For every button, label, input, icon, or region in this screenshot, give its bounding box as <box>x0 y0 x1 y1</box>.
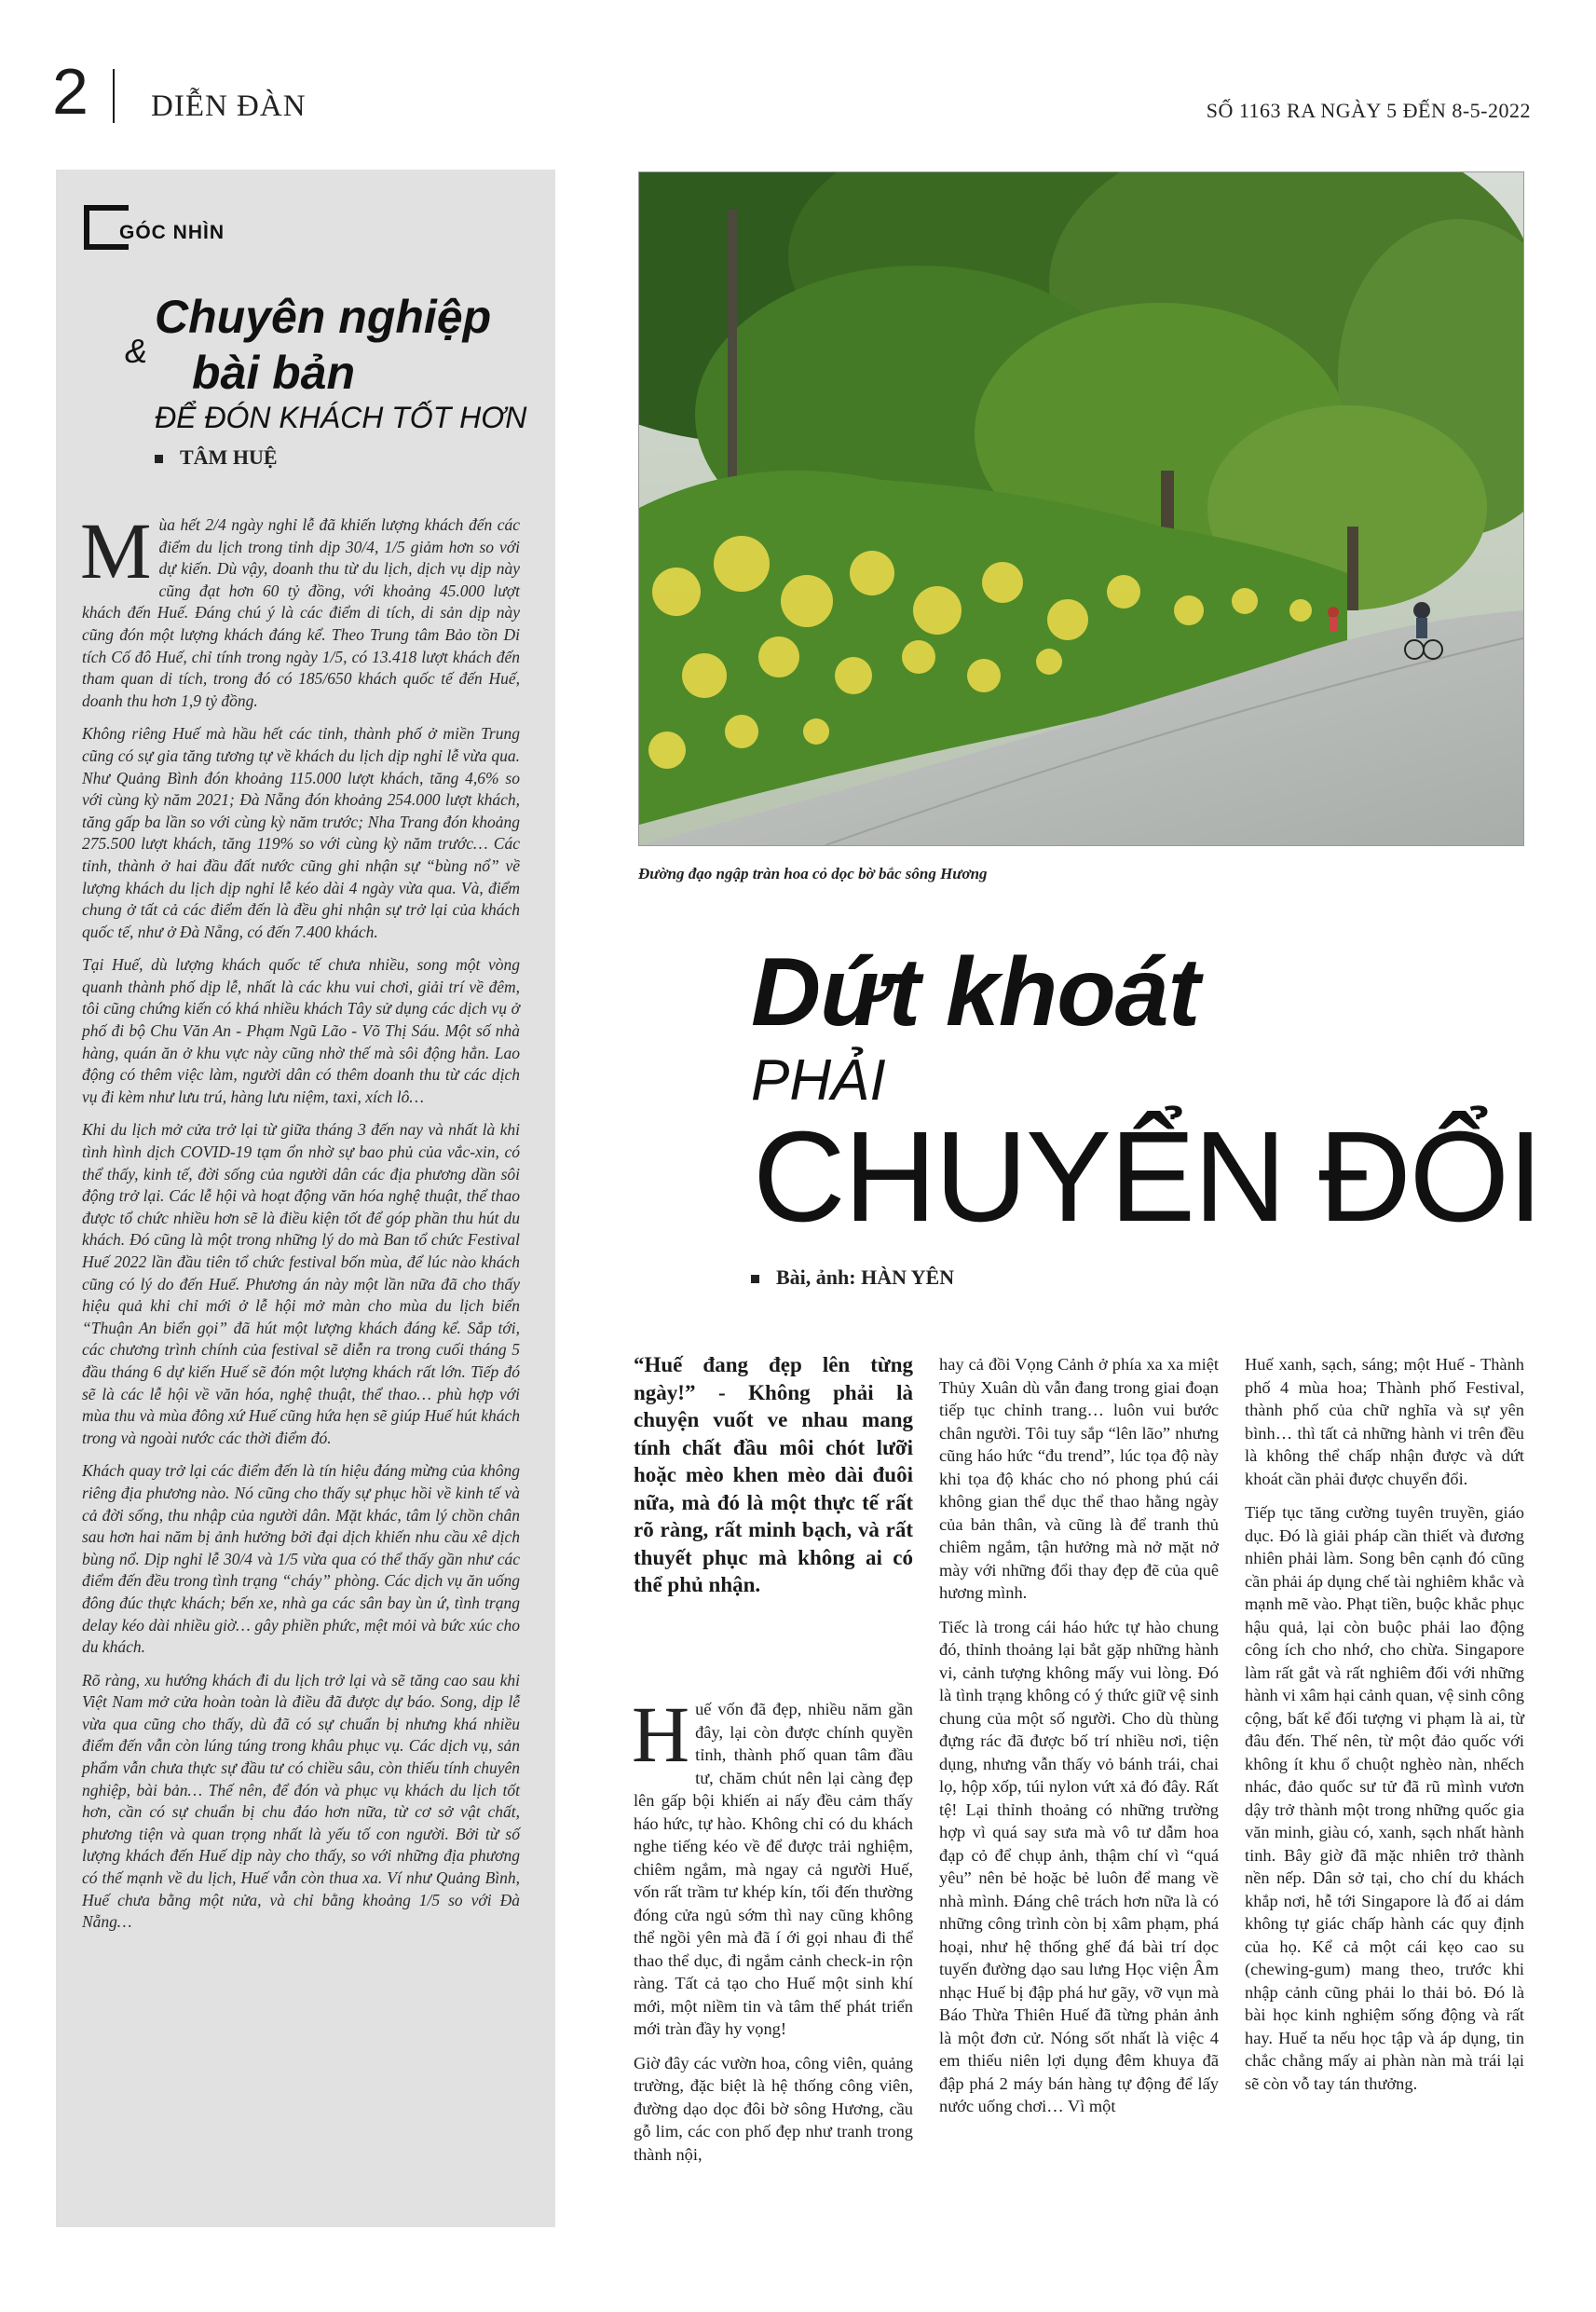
article-byline <box>751 1265 954 1290</box>
sidebar-title-ampersand: & <box>125 332 148 370</box>
headline-line2: PHẢI <box>751 1048 886 1113</box>
sidebar-paragraph: Khách quay trở lại các điểm đến là tín hiệu đáng mừng của không riêng địa phương nào. Nó cũng cho thấy sự phục hồi về kinh tế và cả đời sống, thu nhập của người dân. Mặt khác, tâm lý chồn chân sau hơn hai năm bị ảnh hưởng bởi đại dịch khiến nhu cầu xê dịch bùng nổ. Dịp nghỉ lễ 30/4 và 1/5 vừa qua có thể thấy gần như các điểm đến đều trong tình trạng “cháy” phòng. Các dịch vụ ăn uống đông đúc thực khách; bến xe, nhà ga các sân bay ùn ứ, tình trạng delay kéo dài nhiều giờ… gây phiền phức, mệt mỏi và bức xúc cho du khách. <box>82 1461 520 1657</box>
article-column-2 <box>939 1353 1219 2129</box>
byline-text: Bài, ảnh: HÀN YÊN <box>776 1265 955 1289</box>
bullet-square-icon <box>155 455 163 463</box>
article-paragraph-text: uế vốn đã đẹp, nhiều năm gần đây, lại còn được chính quyền tỉnh, thành phố quan tâm đầu tư, chăm chút nên lại càng đẹp lên gấp bội khiến ai nấy đều cảm thấy háo hức, tự hào. Không chỉ có du khách nghe tiếng kéo về để được trải nghiệm, chiêm ngắm, mà ngay cả người Huế, vốn rất trầm tư khép kín, tối đến thường đóng cửa ngủ sớm thì nay cũng không thể ngồi yên mà đã í ới gọi nhau đi thể thao thể dục, đi ngắm cảnh check-in rộn ràng. Tất cả tạo cho Huế một sinh khí mới, một niềm tin và tâm thế phát triển mới tràn đầy hy vọng! <box>634 1700 913 2038</box>
sidebar-author <box>155 445 278 470</box>
article-paragraph: hay cả đồi Vọng Cảnh ở phía xa xa miệt Thủy Xuân dù vẫn đang trong giai đoạn tiếp tục chỉnh trang… luôn vui bước chân người. Tôi tuy sắp “lên lão” nhưng cũng háo hức “đu trend”, lúc tọa độ này khi tọa độ khác cho nó phong phú cái không gian thể dục thể thao hằng ngày của bản thân, và cũng là để tranh thủ chiêm ngắm, tận hưởng mà nở mặt nở mày với những đổi thay đẹp đẽ của quê hương mình. <box>939 1355 1219 1602</box>
section-title: DIỄN ĐÀN <box>151 89 307 123</box>
sidebar-body <box>80 506 520 1945</box>
page-number: 2 <box>52 55 89 128</box>
sidebar-paragraph: Tại Huế, dù lượng khách quốc tế chưa nhiều, song một vòng quanh thành phố dịp lễ, nhất là các khu vui chơi, giải trí về đêm, tôi cũng chứng kiến có khá nhiều khách Tây sử dụng các dịch vụ ở phố đi bộ Chu Văn An - Phạm Ngũ Lão - Võ Thị Sáu. Một số nhà hàng, quán ăn ở khu vực này cũng nhờ thế mà sôi động hẳn. Lao động có thêm việc làm, người dân có thêm doanh thu từ các dịch vụ đi kèm như lưu trú, hàng lưu niệm, taxi, xích lô… <box>82 955 520 1106</box>
article-photo <box>638 171 1524 846</box>
article-column-3 <box>1245 1353 1524 2106</box>
article-paragraph: Tiếp tục tăng cường tuyên truyền, giáo dục. Đó là giải pháp cần thiết và đương nhiên phải làm. Song bên cạnh đó cũng cần phải áp dụng chế tài nghiêm khắc và mạnh mẽ vào. Phạt tiền, buộc khắc phục hậu quả, lại còn buộc phải lao động công ích cho nhớ, cho chừa. Singapore làm rất gắt và rất nghiêm đối với những hành vi xâm hại cảnh quan, vệ sinh công cộng, bất kể đối tượng vi phạm là ai, từ đâu đến. Thế nên, từ một đảo quốc với không ít khu ổ chuột nghèo nàn, nhếch nhác, đảo quốc sư tử đã rũ mình vươn dậy trở thành một trong những quốc gia văn minh, giàu có, xanh, sạch nhất hành tinh. Bây giờ đã mặc nhiên trở thành nền nếp. Dân sở tại, cho chí du khách khắp nơi, hễ tới Singapore là đố ai dám không tự giác chấp hành các quy định của họ. Kể cả một cái kẹo cao su (chewing-gum) mang theo, trước khi nhập cảnh cũng phải lo thải bỏ. Đó là bài học kinh nghiệm sống động và rất hay. Huế ta nếu học tập và áp dụng, tin chắc chẳng mấy ai phàn nàn mà trái lại sẽ còn vỗ tay tán thưởng. <box>1245 1503 1524 2093</box>
headline-line1: Dứt khoát <box>751 938 1200 1047</box>
sidebar-title-line2: bài bản <box>192 347 356 399</box>
sidebar-title-line1: Chuyên nghiệp <box>155 291 492 343</box>
headline-line3: CHUYỂN ĐỔI <box>753 1105 1542 1249</box>
sidebar-paragraph: Khi du lịch mở cửa trở lại từ giữa tháng 3 đến nay và nhất là khi tình hình dịch COVID-19 tạm ổn nhờ sự bao phủ của vắc-xin, có thể thấy, kinh tế, đời sống của người dân các địa phương dần sôi động trở lại. Các lễ hội và hoạt động văn hóa nghệ thuật, thể thao được tổ chức nhiều hơn sẽ là điều kiện tốt để góp phần thu hút du khách. Đó cũng là một trong những lý do mà Ban tổ chức Festival Huế 2022 lần đầu tiên tổ chức festival bốn mùa, để lúc nào khách cũng có lý do đến Huế. Phương án này một lần nữa đã cho thấy hiệu quả khi chỉ mới ở lễ hội mở màn cho mùa du lịch biển “Thuận An biển gọi” đã hút một lượng khách đáng kể. Sắp tới, các chương trình chính của festival sẽ diễn ra trong cuối tháng 5 đầu tháng 6 dự kiến Huế sẽ đón một lượng khách rất lớn. Tiếp đó sẽ là các lễ hội về văn hóa, nghệ thuật, thể thao… phù hợp với mùa thu và mùa đông xứ Huế cũng hứa hẹn sẽ giúp Huế hút khách trong và ngoài nước các thời điểm đó. <box>82 1120 520 1447</box>
issue-info: SỐ 1163 RA NGÀY 5 ĐẾN 8-5-2022 <box>1206 99 1531 122</box>
sidebar-paragraph-text: ùa hết 2/4 ngày nghỉ lễ đã khiến lượng khách đến các điểm du lịch trong tỉnh dịp 30/4, 1/5 giảm hơn so với dự kiến. Dù vậy, doanh thu từ du lịch, dịch vụ dịp này cũng đạt hơn 60 tỷ đồng, với khoảng 45.000 lượt khách đến Huế. Đáng chú ý là các điểm di tích, di sản dịp này cũng đón một lượng khách đáng kể. Theo Trung tâm Bảo tồn Di tích Cố đô Huế, chỉ tính trong ngày 1/5, có 13.418 lượt khách đến tham quan di tích, trong đó có 185/650 khách quốc tế đến Huế, doanh thu hơn 1,9 tỷ đồng. <box>82 515 520 710</box>
article-paragraph: Giờ đây các vườn hoa, công viên, quảng trường, đặc biệt là hệ thống công viên, đường dạo dọc đôi bờ sông Hương, cầu gỗ lim, các con phố đẹp như tranh trong thành nội, <box>634 2053 913 2164</box>
sidebar-author-name: TÂM HUỆ <box>180 445 278 469</box>
sidebar-subtitle: ĐỂ ĐÓN KHÁCH TỐT HƠN <box>155 401 527 434</box>
article-paragraph <box>632 1690 913 2041</box>
article-paragraph: Huế xanh, sạch, sáng; một Huế - Thành phố 4 mùa hoa; Thành phố Festival, thành phố của chữ nghĩa và sự yên bình… thì tất cả những hành vi trên đều là không thể chấp nhận được và dứt khoát cần phải được chuyển đổi. <box>1245 1355 1524 1488</box>
article-paragraph: Tiếc là trong cái háo hức tự hào chung đó, thỉnh thoảng lại bắt gặp những hành vi, cảnh tượng không mấy vui lòng. Đó là tình trạng không có ý thức giữ vệ sinh chung của một số người. Cho dù thùng đựng rác đã được bố trí nhiều nơi, tiện dụng, nhưng vẫn thấy vỏ bánh trái, chai lọ, hộp xốp, túi nylon vứt xả đó đây. Rất tệ! Lại thỉnh thoảng có những trường hợp vì quá say sưa mà vô tư dẫm hoa đạp cỏ để chụp ảnh, thậm chí vì “quá yêu” nên bẻ hoặc bẻ luôn để mang về nhà mình. Đáng chê trách hơn nữa là có những công trình còn bị xâm phạm, phá hoại, như hệ thống ghế đá bài trí dọc tuyến đường dạo sau lưng Học viện Âm nhạc Huế bị đập phá hư gãy, vỡ vụn mà Báo Thừa Thiên Huế đã từng phản ảnh là một đơn cử. Nóng sốt nhất là việc 4 em thiếu niên lợi dụng đêm khuya đã đập phá 2 máy bán hàng tự động để lấy nước uống chơi… Vì một <box>939 1617 1219 2115</box>
article-drop-cap: H <box>632 1690 690 1779</box>
riverside-path-illustration <box>639 172 1523 845</box>
sidebar-paragraph: Rõ ràng, xu hướng khách đi du lịch trở lại và sẽ tăng cao sau khi Việt Nam mở cửa hoàn toàn là điều đã được dự báo. Song, dịp lễ vừa qua cũng cho thấy, dù đã có sự chuẩn bị nhưng khá nhiều điểm đến vẫn còn lúng túng trong khâu phục vụ. Các dịch vụ, sản phẩm vẫn chưa thực sự đầu tư có chiều sâu, còn thiếu tính chuyên nghiệp, bài bản… Thế nên, để đón và phục vụ khách du lịch tốt hơn, cần có sự chuẩn bị chu đáo hơn nữa, từ cơ sở vật chất, phương tiện và quan trọng nhất là yếu tố con người. Bởi từ số lượng khách đến Huế dịp này cho thấy, so với những địa phương có thế mạnh về du lịch, Huế vẫn còn thua xa. Ví như Quảng Bình, Huế chưa bằng một nửa, và chỉ bằng khoảng 1/5 so với Đà Nẵng… <box>82 1670 520 1932</box>
sidebar-drop-cap: M <box>80 506 152 595</box>
photo-caption: Đường đạo ngập tràn hoa cỏ dọc bờ bắc sông Hương <box>638 865 988 882</box>
sidebar-paragraph <box>80 506 520 712</box>
header-divider <box>113 69 115 123</box>
article-column-1 <box>632 1690 913 2177</box>
sidebar-paragraph: Không riêng Huế mà hầu hết các tỉnh, thành phố ở miền Trung cũng có sự gia tăng tương tự về khách du lịch dịp nghỉ lễ vừa qua. Như Quảng Bình đón khoảng 115.000 lượt khách, tăng 4,6% so với cùng kỳ năm 2021; Đà Nẵng đón khoảng 254.000 lượt khách, tăng gấp ba lần so với cùng kỳ năm trước; Nha Trang đón khoảng 275.500 lượt khách, tăng 119% so với cùng kỳ năm trước… Các tỉnh, thành ở hai đầu đất nước cũng ghi nhận sự “bùng nổ” về lượng khách du lịch dịp nghỉ lễ kéo dài 4 ngày vừa qua. Và, điểm chung ở tất cả các điểm đến là đều ghi nhận sự trở lại của khách quốc tế, như ở Đà Nẵng, có đến 7.400 khách. <box>82 724 520 941</box>
kicker-label: GÓC NHÌN <box>119 222 225 243</box>
bullet-square-icon <box>751 1275 759 1283</box>
article-lead: “Huế đang đẹp lên từng ngày!” - Không phải là chuyện vuốt ve nhau mang tính chất đầu môi chót lưỡi hoặc mèo khen mèo dài đuôi nữa, mà đó là một thực tế rất rõ ràng, rất minh bạch, và rất thuyết phục mà không ai có thể phủ nhận. <box>634 1353 913 1596</box>
